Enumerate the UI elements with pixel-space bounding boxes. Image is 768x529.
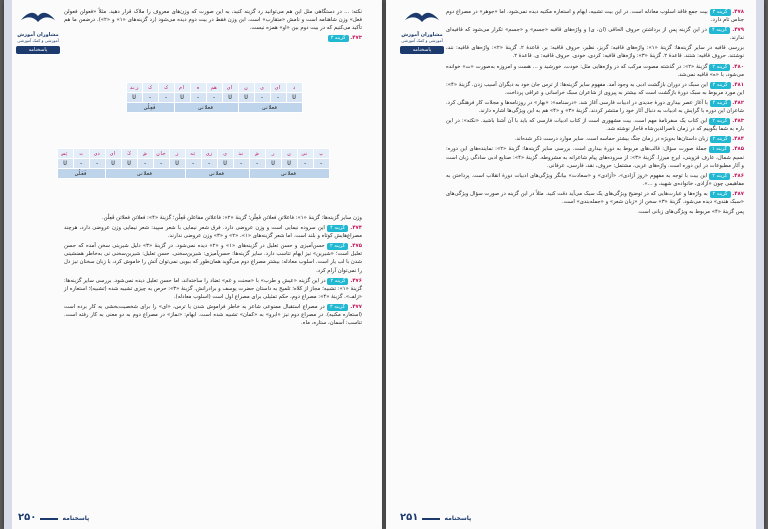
question-number: ۴۷۴. [350,225,363,232]
question-number: ۴۸۱. [732,81,745,88]
answer-text: بیت جمع فاقد اسلوب معادله است. در این بیت تشبیه، ایهام و استعاره مکنیه دیده نمی‌شود. اما «جوهر» در مصراع دوم جناس تام دارد. [446,9,744,24]
question-474 [64,224,362,240]
question-478 [446,8,744,24]
table-cell: - [206,93,222,103]
table-cell: پَس [57,149,73,159]
table-cell: U [281,159,297,169]
answer-badge: گزینه ۲ [327,243,348,250]
right-page [386,0,764,529]
question-number: ۴۷۸. [732,9,744,15]
answer-text: حسن‌آمیزی و حسن تعلیل در گزینه‌های «۱» و «۲» دیده نمی‌شود. در گزینهٔ «۳» دلیل شیرینی سخن آمده که حسن تعلیل است؛ «شیرین» نیز ایهام تناسب دارد. سایر گزینه‌ها: حسن‌آمیزی: شیرین‌سخنی. حسن تعلیل: شیرین‌سخنی نی به‌خاطر همنشینی شدن با لب یار است. اسلوب معادله: بیشتر مصراع دوم می‌گوید همان‌طور که ببویی نمی‌توان آتش را خاموش کرد، با زبان سخنان نیز دل را نمی‌توان آرام کرد. [64,243,362,274]
footer-divider [40,518,58,520]
question-number: ۴۸۲. [732,99,745,106]
bird-logo-icon [403,6,441,28]
page-edge-stripe [756,0,764,529]
table-cell: ای [222,83,238,93]
answer-badge: گزینه ۲ [710,136,731,143]
left-page [4,0,382,529]
table-cell: ش [249,149,265,159]
footer-divider [422,518,440,520]
question-487 [446,190,744,206]
answer-badge: گزینه ۲ [709,118,730,125]
table-cell: U [217,159,233,169]
answer-text: جملهٔ صورت سؤال: قالب‌های مربوط به دورهٔ بیداری است. بررسی سایر گزینه‌ها: گزینهٔ «۲»: نماینده‌های این دوره: نسیم شمال، عارف قزوینی، ایرج میرزا. گزینهٔ «۳»: از سروده‌های پیام شاعرانه به مشروطه. گزینهٔ «۴»: صنایع ادبی سادگی زبان است و آثار مطبوعات در این دوره است. واژه‌های عربی، مشتمل: حروف، نقد، فارسی، عرفانی. [446,146,744,169]
answer-text: زبان داستان‌ها به‌ویژه در زمان جنگ بیشتر حماسه است. سایر موارد درست ذکر شده‌اند. [514,136,708,143]
answer-text: این کتاب یک سفرنامهٔ مهم است. بیت مشهوری است از کتاب ادبیات فارسی که باید با آن آشنا باشید. «نکته»: در این باره به شما بگوییم که در زمان ناصرالدین‌شاه قاجار نوشته شد. [446,118,744,133]
question-479 [446,26,744,42]
table-cell: - [297,159,313,169]
table-cell: ای [270,83,286,93]
question-485 [446,145,744,169]
table-cell: فَعِلُن [126,103,174,113]
table-cell: ای [105,149,121,159]
table-cell: ن [238,83,254,93]
table-cell: ز [169,149,185,159]
answer-badge: گزینه ۳ [710,9,731,16]
table-cell: U [238,93,254,103]
answer-text: گزینهٔ «۲»: در گذشته مصوت مرکب که در واژه‌هایی مثل: خودت، خورشید و ... هست و امروزه به‌صورت «ت» خوانده می‌شود، با «ه» قافیه نمی‌شد. [446,63,744,78]
section-tag: پاسخنامه [16,46,60,54]
logo-name: مشاوران آموزش [17,32,59,38]
table-cell: فعلاتن [105,169,185,179]
answer-badge: گزینه ۱ [709,146,730,153]
answer-badge: گزینه ۲ [327,278,348,285]
table-cell: - [270,93,286,103]
table-cell: - [153,159,169,169]
publisher-logo [16,6,60,66]
question-number: ۴۷۶. [350,277,363,284]
table-cell: - [190,93,206,103]
answer-badge: گزینه ۲ [709,173,730,180]
bird-logo-icon [19,6,57,28]
question-475 [64,242,362,274]
answer-badge: گزینه ۴ [710,100,731,107]
table-cell: U [57,159,73,169]
table-cell: فعلاتن [249,169,329,179]
question-number: ۴۸۵. [732,146,745,153]
text-column-top [64,8,362,44]
question-477 [64,303,362,327]
logo-name: مشاوران آموزش [401,32,443,38]
table-cell: U [174,93,190,103]
footer-label: پاسخنامه [62,515,90,522]
table-cell: ه [190,83,206,93]
answer-badge: گزینه ۳ [327,304,348,311]
table-cell: - [249,159,265,169]
question-486 [446,172,744,188]
answer-badge: گزینه ۴ [710,82,731,89]
answer-badge: گزینه ۳ [328,35,349,42]
table-cell: کَ [121,149,137,159]
table-cell: - [313,159,329,169]
table-cell: د [286,83,302,93]
question-487-tail: پس گزینهٔ «۴» مربوط به ویژگی‌های زبانی است. [637,209,744,216]
page-footer [18,512,89,523]
table-cell: ک [142,83,158,93]
question-482 [446,99,744,115]
table-cell: زند [126,83,142,93]
question-number: ۴۸۴. [732,136,744,143]
question-number: ۴۸۳. [732,118,745,125]
answer-text: در این گزینه پس از برداشتن حروف الحاقی (ان، ی) و واژه‌های قافیه «جسم» و «جسم» تکرار می‌شود که قافیه‌ای ندارند. [446,27,744,42]
table-cell: ک [158,83,174,93]
question-number: ۴۷۵. [350,243,362,250]
answer-text: این بیت با توجه به مفهوم «روز آزادی»، «آزادی» و «سعادت» بیانگر ویژگی‌های ادبیات دورهٔ انقلاب است. پرداختن به مفاهیمی چون «آزادی، خانواده‌ی شهید، و ...». [446,172,744,187]
table-cell: ام [174,83,190,93]
answer-badge: گزینه ۲ [710,191,731,198]
question-number: ۴۸۷. [732,190,745,197]
table-cell: U [105,159,121,169]
table-cell: دی [89,149,105,159]
table-cell: پ [313,149,329,159]
prosody-table-2-wrap [12,146,374,182]
question-number: ۴۷۳. [350,35,362,42]
question-483 [446,117,744,133]
publisher-logo [400,6,444,66]
answer-text: این سبک در دوران بازگشت ادبی به وجود آمد. مفهوم سایر گزینه‌ها: از ترس جان خود به دیگران آسیب زدن. گزینهٔ «۴»: این مورد مربوط به سبک دورهٔ بازگشت است که بیشتر به پیروی از شاعران سبک خراسانی و عراقی پرداخت. [446,81,744,96]
table-cell: - [158,93,174,103]
table-cell: - [73,159,89,169]
table-cell: ی [217,149,233,159]
table-cell: زی [201,149,217,159]
page-number: ۲۵۰ [18,512,37,523]
table-cell: - [233,159,249,169]
table-cell: U [222,93,238,103]
answer-text: این سروده نیمایی است و وزن عروضی دارد. فرق شعر نیمایی با شعر سپید: شعر نیمایی وزن عروضی دارد، هرچند مصراع‌هایش کوتاه و بلند است. اما شعر گزینه‌های «۱»، «۲» و «۳» وزن عروضی ندارند. [64,225,362,240]
table-cell: نی [297,149,313,159]
question-484 [446,135,744,143]
page-footer [400,512,471,523]
table-cell: ت [73,149,89,159]
prosody-table-2 [57,148,330,179]
table-cell: U [169,159,185,169]
table-cell: - [137,159,153,169]
answer-text: با آغاز عصر بیداری دورهٔ جدیدی در ادبیات فارسی آغاز شد. «درسنامه»: «بهار» در روزنامه‌ها و مجلات کار فرهنگی کرد. شاعران این دوره با گرایش به ادبیات به دنبال آثار خود را منتشر کردند. گزینهٔ «۳» و «۴» هم به این ویژگی‌ها اشاره دارند. [446,99,744,115]
question-473 [64,34,362,42]
question-number: ۴۷۹. [732,27,745,34]
question-476 [64,277,362,301]
section-tag: پاسخنامه [400,46,444,54]
answer-text: در مصراع استقبال ممنوعی شاعر به خاطر فراموش شدن یا ترس، «ای» را برای شخصیت‌بخشی به کار برده است (استعاره مکنیه). در مصراع دوم نیز «ابرو» به «کمان» تشبیه شده است. ایهام: «نماز» در مصراع دوم به دو معنی به کار رفته است. تناسب: آسمان، ستاره، ماه. [64,303,362,327]
page-number: ۲۵۱ [400,512,419,523]
question-number: ۴۸۰. [732,63,744,70]
table-cell: ن [281,149,297,159]
other-options-paragraph: وزن سایر گزینه‌ها: گزینهٔ «۱»: فاعلاتن فعلاتن فَعِلُن؛ گزینهٔ «۲»: فاعلاتن مفاعلن فَعِلُن؛ گزینهٔ «۴»: فعلاتن فعلاتن فَعِلُن. [101,215,362,221]
table-cell: ند [233,149,249,159]
answer-badge: گزینه ۴ [327,225,348,232]
table-cell: فعلاتن [238,103,302,113]
table-cell: - [142,93,158,103]
question-number: ۴۸۶. [732,172,744,179]
table-cell: هم [206,83,222,93]
prosody-table-1-wrap [64,80,364,116]
table-cell: ش [137,149,153,159]
table-cell: U [286,93,302,103]
page-edge-stripe [4,0,12,529]
table-cell: - [89,159,105,169]
table-cell: U [121,159,137,169]
prosody-table-1 [126,82,303,113]
question-480 [446,63,744,79]
question-479-detail: بررسی قافیه در سایر گزینه‌ها: گزینهٔ «۱»: واژه‌های قافیه: گریز، نظیر، حروف قافیه: یر. قاعدهٔ ۲. گزینهٔ «۲»: واژه‌های قافیه: نند، نوشتند. حروف قافیه: شتند. قاعدهٔ ۲. گزینهٔ «۳»: واژه‌های قافیه: کردی، خودی. حروف قافیه: ی. قاعدهٔ ۲. [446,45,744,60]
answer-badge: گزینه ۲ [709,64,730,71]
table-cell: - [254,93,270,103]
table-cell: ی [254,83,270,93]
intro-paragraph: نکته: ... در دستگاهی مثل این هم می‌توانید رد گزینه کنید، به این صورت که وزن‌های معروف را ملاک قرار دهید. مثلاً «فعولن فعولن فعل» وزن شاهنامه است و نامش «متقارب» است. این وزن فقط در بیت دوم دیده می‌شود (رد گزینه‌های «۱» و «۲»). درضمن ما هم تأکید می‌کنیم که در بیت دوم بین «او» همزه نیست. [64,9,362,32]
table-cell: فعلاتن [185,169,249,179]
table-cell: - [185,159,201,169]
answer-text: در این گزینه «عیش و طرب» با «محنت و غم» تضاد را ساخته‌اند، اما حسن تعلیل دیده نمی‌شود. بررسی سایر گزینه‌ها: گزینهٔ «۱»: تشبیه؛ مجاز از کلاه؛ تلمیح به داستان حضرت یوسف و برادرانش. گزینهٔ «۳»: حرص به چیزی تشبیه شده (تشبیه)؛ استعاره از «زلف». گزینهٔ «۴»: مصراع دوم، حکم تمثیلی برای مصراع اول است (اسلوب معادله). [64,277,362,300]
table-cell: U [126,93,142,103]
table-cell: فَعَلُن [57,169,105,179]
table-cell: - [201,159,217,169]
question-number: ۴۷۷. [350,303,363,310]
question-481 [446,81,744,97]
text-column [446,8,744,218]
logo-subtitle: آموزشی و کمک آموزشی [17,38,59,43]
logo-subtitle: آموزشی و کمک آموزشی [401,38,443,43]
answer-badge: گزینه ۴ [709,27,730,34]
text-column-bottom [64,214,362,329]
table-cell: بَه [185,149,201,159]
table-cell: ر [265,149,281,159]
answer-text: به واژه‌ها و عبارت‌هایی که در توضیح ویژگی‌های یک سبک می‌آید دقت کنید. مثلاً در این گزینه در صورت سؤال ویژگی‌های «سبک هندی» دیده می‌شود. گزینهٔ «۳» سخن از «زبان شعر» و «جمله‌بندی» است. [446,190,744,205]
table-cell: U [265,159,281,169]
table-cell: جان [153,149,169,159]
footer-label: پاسخنامه [444,515,472,522]
table-cell: فعلاتن [174,103,238,113]
